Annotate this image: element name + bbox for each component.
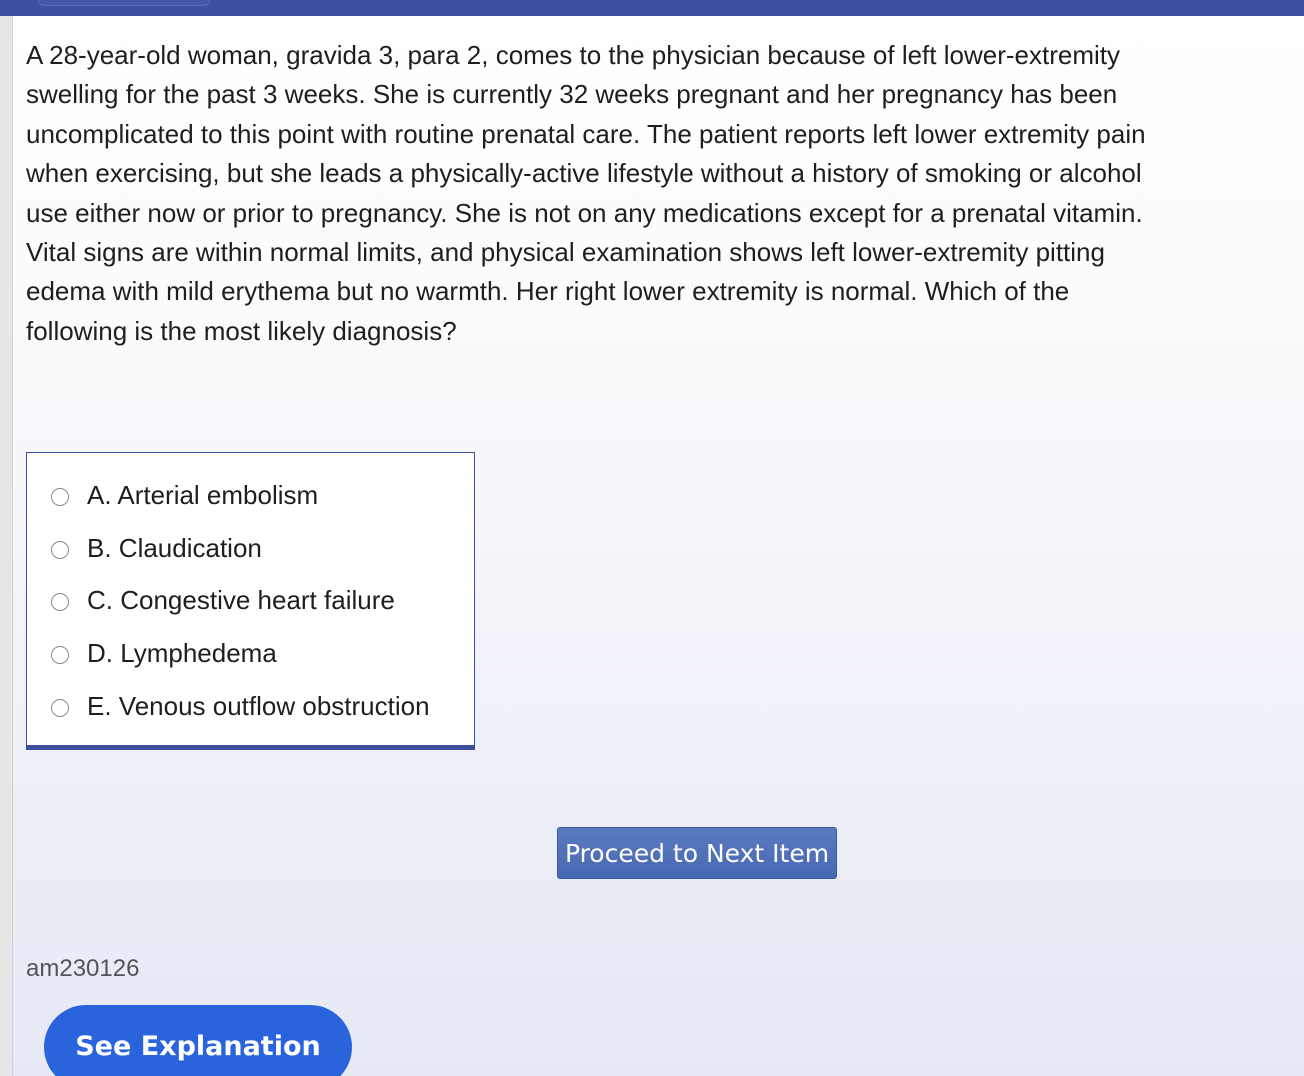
choice-e[interactable] xyxy=(27,686,474,726)
question-stem: A 28-year-old woman, gravida 3, para 2, comes to the physician because of left lower-extremity swelling for the past 3 weeks. She is currently 32 weeks pregnant and her pregnancy has been uncomplicated to this point with routine prenatal care. The patient reports left lower extremity pain when exercising, but she leads a physically-active lifestyle without a history of smoking or alcohol use either now or prior to pregnancy. She is not on any medications except for a prenatal vitamin. Vital signs are within normal limits, and physical examination shows left lower-extremity pitting edema with mild erythema but no warmth. Her right lower extremity is normal. Which of the following is the most likely diagnosis? xyxy=(26,40,1146,346)
radio-button[interactable] xyxy=(51,646,69,664)
radio-button[interactable] xyxy=(51,488,69,506)
question-panel xyxy=(13,16,1304,1076)
choice-c[interactable] xyxy=(27,580,474,620)
left-edge-border xyxy=(0,16,13,1076)
question-id: am230126 xyxy=(26,955,140,982)
header-tab[interactable] xyxy=(38,0,210,6)
choice-label: C. Congestive heart failure xyxy=(87,585,395,615)
choice-label: B. Claudication xyxy=(87,533,262,563)
proceed-next-button[interactable]: Proceed to Next Item xyxy=(557,827,837,879)
choice-label: D. Lymphedema xyxy=(87,638,277,668)
answer-choices-box xyxy=(26,452,475,750)
top-header-bar xyxy=(0,0,1304,16)
choice-label: A. Arterial embolism xyxy=(87,480,319,510)
choice-b[interactable] xyxy=(27,528,474,568)
radio-button[interactable] xyxy=(51,699,69,717)
radio-button[interactable] xyxy=(51,593,69,611)
radio-button[interactable] xyxy=(51,541,69,559)
see-explanation-button[interactable]: See Explanation xyxy=(44,1005,352,1076)
choice-label: E. Venous outflow obstruction xyxy=(87,691,430,721)
choice-a[interactable] xyxy=(27,475,474,515)
choice-d[interactable] xyxy=(27,633,474,673)
